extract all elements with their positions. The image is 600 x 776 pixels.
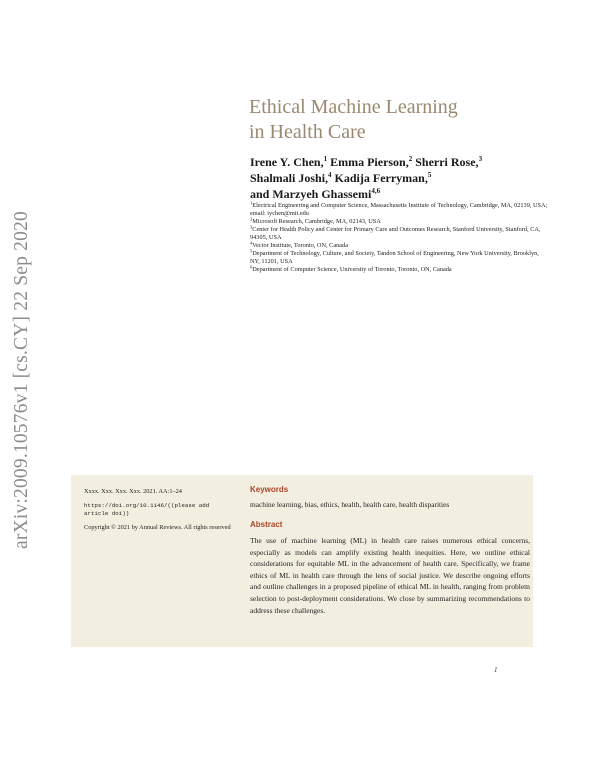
affiliation-text: Department of Computer Science, University of Toronto, Toronto, ON, Canada: [252, 266, 452, 273]
author-list: [250, 154, 550, 202]
affiliation-text: Vector Institute, Toronto, ON, Canada: [252, 242, 349, 249]
paper-title: [249, 95, 549, 145]
author-name: Sherri Rose,: [415, 155, 479, 169]
copyright-notice: Copyright © 2021 by Annual Reviews. All rights reserved: [84, 524, 231, 531]
affiliation-item: [250, 218, 550, 226]
abstract-heading: Abstract: [250, 520, 283, 529]
author-line-1: [250, 154, 550, 170]
publication-metadata: [84, 488, 234, 538]
affiliation-list: [250, 202, 550, 274]
affiliation-item: [250, 266, 550, 274]
affiliation-item: [250, 226, 550, 242]
doi-link[interactable]: https://doi.org/10.1146/((please add article doi)): [84, 502, 210, 517]
affiliation-mark: 1: [250, 200, 253, 206]
keywords-text: machine learning, bias, ethics, health, health care, health disparities: [250, 500, 450, 509]
citation-line: Xxxx. Xxx. Xxx. Xxx. 2021. AA:1–24: [84, 488, 182, 495]
author-affiliation-mark: 4: [328, 171, 332, 179]
affiliation-mark: 6: [250, 264, 253, 270]
paper-title-line-1: Ethical Machine Learning: [249, 96, 458, 118]
keywords-heading: Keywords: [250, 485, 289, 494]
author-name: Shalmali Joshi,: [250, 171, 329, 185]
abstract-text: The use of machine learning (ML) in health care raises numerous ethical concerns, especially as models can amplify existing health inequities. Here, we outline ethical considerations for equitable ML in the advancement of health care. Specifically, we frame ethics of ML in health care through the lens of social justice. We describe ongoing efforts and outline challenges in a proposed pipeline of ethical ML in health, ranging from problem selection to post-deployment considerations. We close by summarizing recommendations to address these challenges.: [250, 536, 530, 615]
paper-title-line-2: in Health Care: [249, 121, 366, 143]
arxiv-identifier-text: arXiv:2009.10576v1 [cs.CY] 22 Sep 2020: [11, 211, 32, 549]
affiliation-text: Center for Health Policy and Center for Primary Care and Outcomes Research, Stanford University, Stanford, CA, 94305, USA: [250, 226, 541, 241]
affiliation-mark: 2: [250, 216, 253, 222]
affiliation-text: Microsoft Research, Cambridge, MA, 02143, USA: [252, 218, 381, 225]
author-affiliation-mark: 5: [427, 171, 432, 179]
author-affiliation-mark: 4,6: [371, 187, 381, 195]
affiliation-item: [250, 202, 550, 218]
affiliation-text: Electrical Engineering and Computer Science, Massachusetts Institute of Technology, Cambridge, MA, 02139, USA; email: iychen@mit.edu: [250, 202, 548, 217]
affiliation-text: Department of Technology, Culture, and Society, Tandon School of Engineering, New York University, Brooklyn, NY, 11201, USA: [250, 250, 539, 265]
arxiv-identifier-stamp: [0, 200, 44, 560]
author-name: Irene Y. Chen,: [250, 155, 324, 169]
author-name: Kadija Ferryman,: [334, 171, 428, 185]
page-number: 1: [494, 666, 498, 674]
affiliation-mark: 3: [250, 224, 253, 230]
author-line-2: [250, 170, 550, 186]
author-affiliation-mark: 3: [478, 155, 483, 163]
author-name: Emma Pierson,: [330, 155, 409, 169]
affiliation-mark: 5: [250, 248, 253, 254]
author-affiliation-mark: 2: [408, 155, 413, 163]
keywords-abstract-column: [250, 485, 530, 616]
affiliation-mark: 4: [250, 240, 253, 246]
affiliation-item: [250, 250, 550, 266]
author-affiliation-mark: 1: [323, 155, 328, 163]
author-name: and Marzyeh Ghassemi: [250, 187, 372, 201]
affiliation-item: [250, 242, 550, 250]
author-line-3: [250, 186, 550, 202]
